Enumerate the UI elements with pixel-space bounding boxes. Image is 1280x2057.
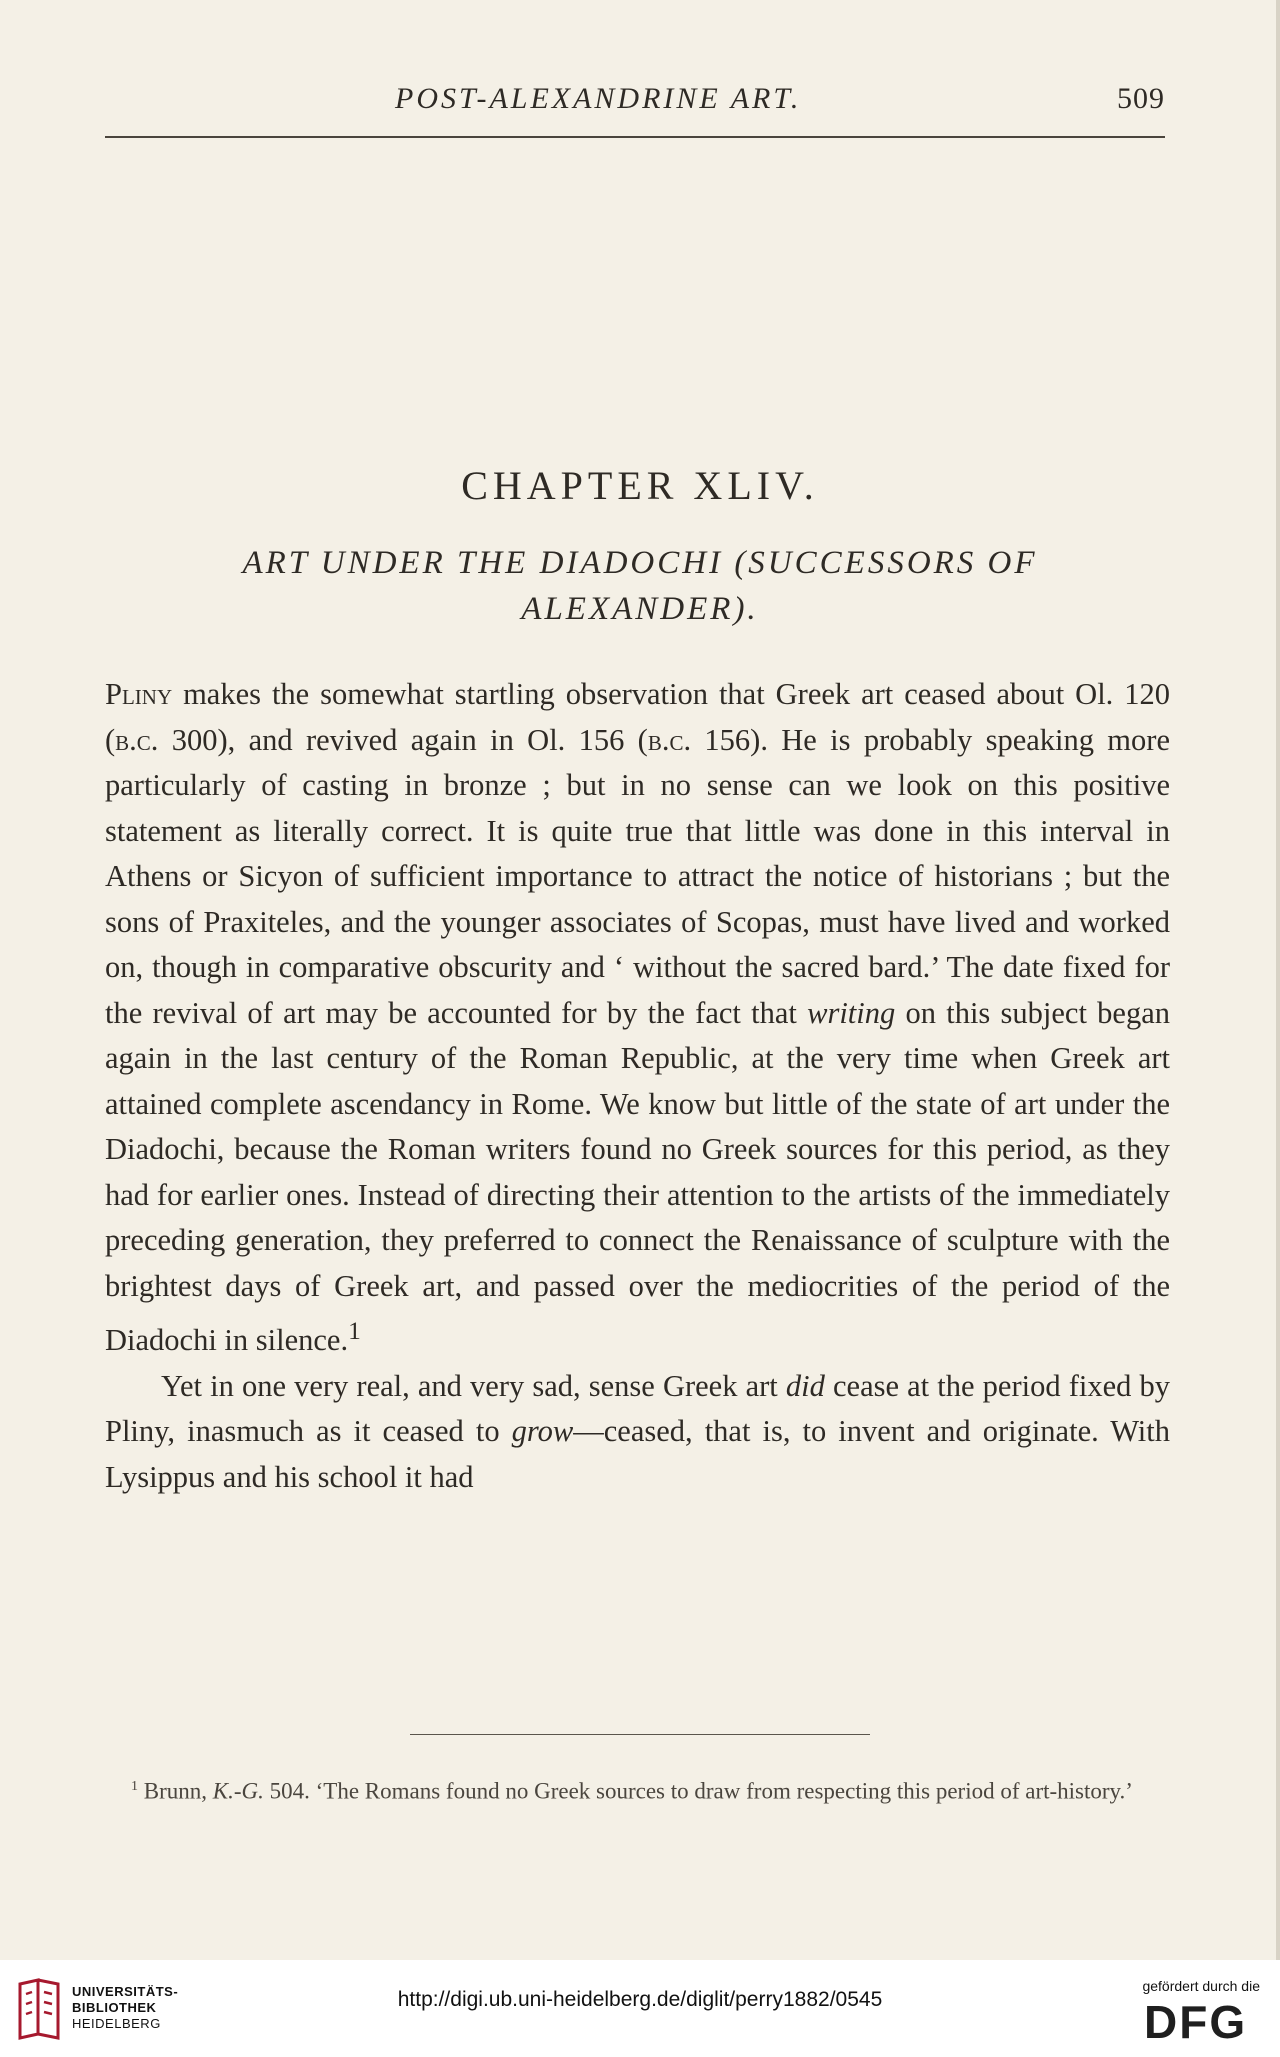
- paragraph-text: —ceased, that is, to invent and originate. With Lysippus and his school it had: [105, 1414, 1170, 1494]
- body-text: [105, 672, 1170, 1500]
- paragraph-2: [105, 1364, 1170, 1501]
- chapter-title: [150, 540, 1130, 632]
- emphasis: did: [785, 1368, 825, 1403]
- emphasis: writing: [807, 995, 896, 1030]
- running-title: POST-ALEXANDRINE ART.: [395, 82, 802, 115]
- footnote-reference: 1: [348, 1317, 361, 1345]
- digitization-footer: [0, 1960, 1280, 2057]
- paragraph-text: on this subject began again in the last century of the Roman Republic, at the very time when Greek art attained complete ascendancy in Rome. We know but little of the state of art under the Diadochi, because the Roman writers found no Greek sources for this period, as they had for earlier ones. Instead of directing their attention to the artists of the immediately preceding generation, they preferred to connect the Renaissance of sculpture with the brightest days of Greek art, and passed over the mediocrities of the period of the Diadochi in silence.: [105, 995, 1170, 1358]
- header-rule: [105, 136, 1165, 138]
- page-number: 509: [1117, 82, 1165, 115]
- paragraph-1: [105, 672, 1170, 1364]
- footnote: [105, 1772, 1170, 1807]
- paragraph-text: 156). He is probably speaking more particularly of casting in bronze ; but in no sense can we look on this positive statement as literally correct. It is quite true that little was done in this interval in Athens or Sicyon of sufficient importance to attract the notice of historians ; but the sons of Praxiteles, and the younger associates of Scopas, must have lived and worked on, though in comparative obscurity and ‘ without the sacred bard.’ The date fixed for the revival of art may be accounted for by the fact that: [105, 722, 1170, 1030]
- footnote-rule: [410, 1734, 870, 1735]
- chapter-title-line-1: ART UNDER THE DIADOCHI (SUCCESSORS OF: [242, 545, 1038, 581]
- paragraph-text: cease at the period fixed by Pliny, inasmuch as it ceased to: [105, 1368, 1170, 1449]
- era-abbreviation: b.c.: [115, 722, 159, 757]
- permalink-url[interactable]: http://digi.ub.uni-heidelberg.de/diglit/perry1882/0545: [397, 1988, 883, 2011]
- dfg-logo-icon: [1144, 1998, 1260, 2042]
- chapter-number: CHAPTER XLIV.: [461, 463, 819, 508]
- footnote-text: 504. ‘The Romans found no Greek sources to draw from respecting this period of art-history.’: [263, 1778, 1133, 1804]
- svg-text:DFG: DFG: [1144, 1998, 1248, 2042]
- running-head: [105, 82, 1165, 122]
- paragraph-text: Yet in one very real, and very sad, sense Greek art: [161, 1368, 786, 1403]
- funded-by-text: gefördert durch die: [1142, 1978, 1260, 1994]
- paragraph-text: makes the somewhat startling observation that Greek art ceased about Ol. 120 (: [105, 677, 1170, 757]
- emphasis: grow: [511, 1414, 574, 1449]
- era-abbreviation: b.c.: [647, 722, 692, 757]
- library-name-line-1: UNIVERSITÄTS-: [72, 1984, 179, 1999]
- footnote-text: Brunn,: [138, 1778, 213, 1804]
- paragraph-lead: Pliny: [105, 677, 173, 711]
- library-name-line-2: BIBLIOTHEK: [72, 2000, 157, 2015]
- footnote-emphasis: K.-G.: [212, 1778, 264, 1804]
- paragraph-text: 300), and revived again in Ol. 156 (: [158, 722, 648, 757]
- chapter-title-line-2: ALEXANDER).: [521, 591, 759, 627]
- library-name-line-3: HEIDELBERG: [72, 2016, 161, 2031]
- footnote-marker: 1: [131, 1779, 138, 1794]
